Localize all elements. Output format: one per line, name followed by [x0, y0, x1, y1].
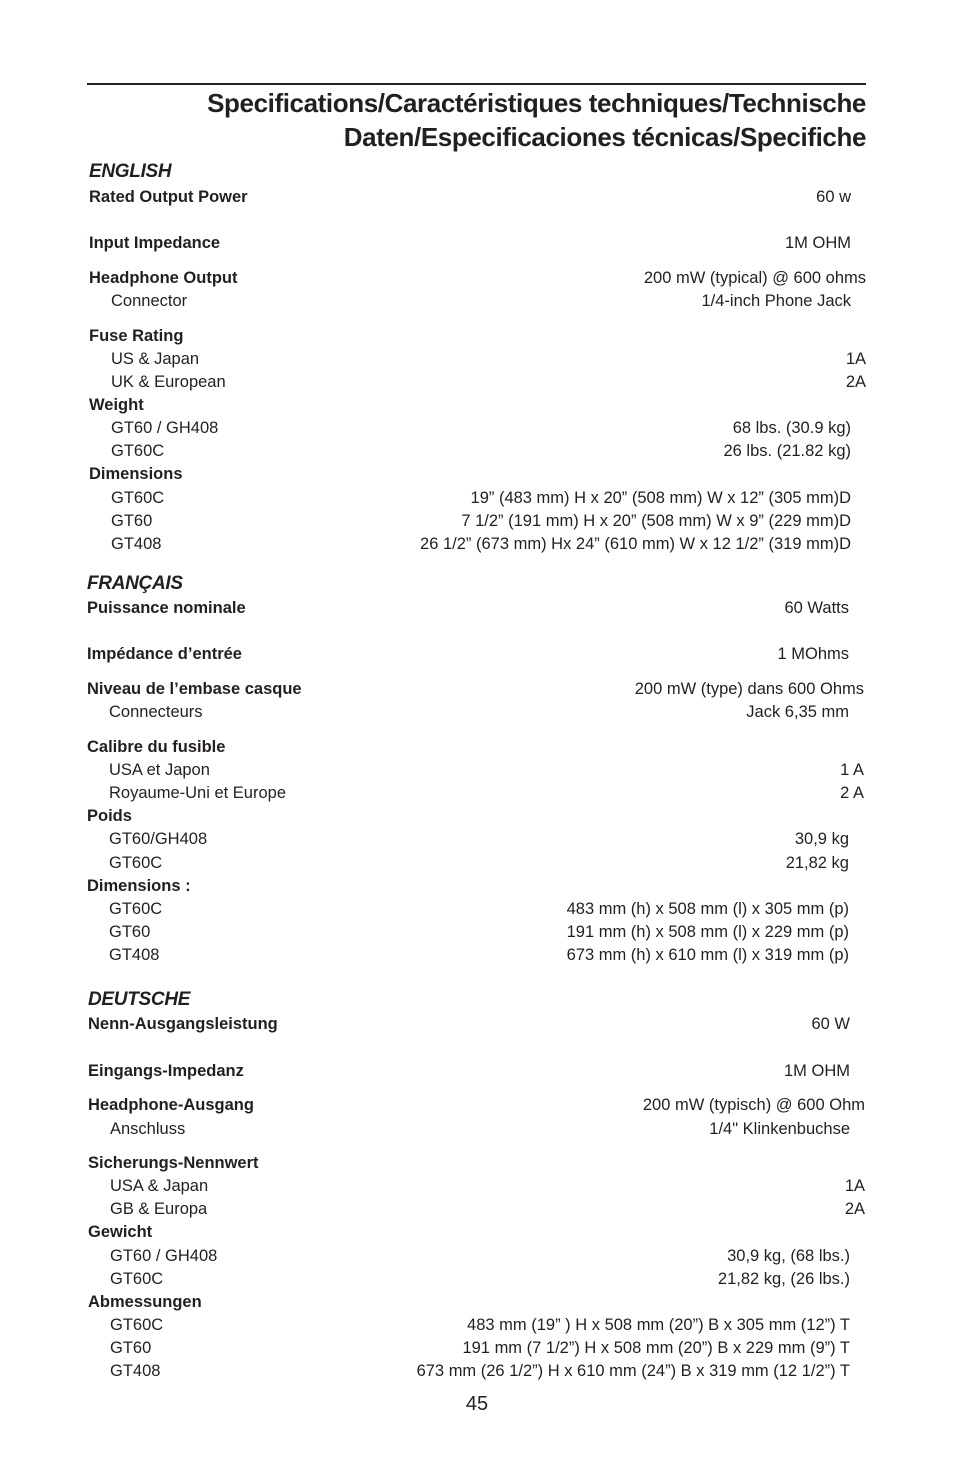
title-line-2: Daten/Especificaciones técnicas/Specifiche [343, 122, 866, 152]
en-rated-output-power-value: 60 w [816, 188, 851, 206]
de-weight-gt60-label: GT60 / GH408 [110, 1247, 218, 1265]
fr-fuse-uk-value: 2 A [840, 784, 864, 802]
en-weight-label: Weight [89, 396, 144, 414]
en-headphone-output-value: 200 mW (typical) @ 600 ohms [643, 269, 866, 287]
en-weight-gt60-value: 68 lbs. (30.9 kg) [732, 419, 851, 437]
fr-rated-output-power-value: 60 Watts [784, 599, 849, 617]
top-rule [87, 83, 866, 85]
fr-dim-gt408-label: GT408 [109, 946, 160, 964]
de-fuse-uk-label: GB & Europa [110, 1200, 208, 1218]
fr-weight-label: Poids [87, 807, 132, 825]
fr-input-impedance-value: 1 MOhms [777, 645, 849, 663]
de-connector-value: 1/4" Klinkenbuchse [709, 1120, 850, 1138]
en-fuse-us-label: US & Japan [111, 350, 200, 368]
de-rated-output-power-value: 60 W [811, 1015, 850, 1033]
de-dim-gt408-value: 673 mm (26 1/2”) H x 610 mm (24”) B x 319 mm (12 1/2”) T [416, 1362, 850, 1380]
en-dim-gt408-value: 26 1/2” (673 mm) Hx 24” (610 mm) W x 12 1/2” (319 mm)D [420, 535, 851, 553]
fr-fuse-us-value: 1 A [840, 761, 864, 779]
de-weight-gt60c-label: GT60C [110, 1270, 164, 1288]
de-weight-gt60-value: 30,9 kg, (68 lbs.) [727, 1247, 850, 1265]
de-connector-label: Anschluss [110, 1120, 186, 1138]
de-dim-gt60c-label: GT60C [110, 1316, 164, 1334]
de-headphone-output-label: Headphone-Ausgang [88, 1096, 254, 1114]
de-fuse-us-label: USA & Japan [110, 1177, 209, 1195]
de-rated-output-power-label: Nenn-Ausgangsleistung [88, 1015, 278, 1033]
en-weight-gt60c-label: GT60C [111, 442, 165, 460]
english-heading: ENGLISH [89, 161, 172, 182]
fr-rated-output-power-label: Puissance nominale [87, 599, 246, 617]
fr-dimensions-label: Dimensions : [87, 877, 191, 895]
fr-weight-gt60-label: GT60/GH408 [109, 830, 208, 848]
de-dim-gt408-label: GT408 [110, 1362, 161, 1380]
de-input-impedance-label: Eingangs-Impedanz [88, 1062, 244, 1080]
fr-weight-gt60c-label: GT60C [109, 854, 163, 872]
de-dim-gt60c-value: 483 mm (19” ) H x 508 mm (20”) B x 305 mm (12”) T [467, 1316, 850, 1334]
fr-fuse-rating-label: Calibre du fusible [87, 738, 226, 756]
en-dim-gt60c-label: GT60C [111, 489, 165, 507]
de-fuse-uk-value: 2A [844, 1200, 865, 1218]
de-headphone-output-value: 200 mW (typisch) @ 600 Ohm [642, 1096, 865, 1114]
en-fuse-us-value: 1A [845, 350, 866, 368]
de-fuse-us-value: 1A [844, 1177, 865, 1195]
title-line-1: Specifications/Caractéristiques techniques/Technische [207, 88, 866, 118]
en-weight-gt60-label: GT60 / GH408 [111, 419, 219, 437]
fr-connector-value: Jack 6,35 mm [746, 703, 849, 721]
fr-dim-gt408-value: 673 mm (h) x 610 mm (l) x 319 mm (p) [566, 946, 849, 964]
en-dim-gt60-value: 7 1/2” (191 mm) H x 20” (508 mm) W x 9” (229 mm)D [461, 512, 851, 530]
en-input-impedance-value: 1M OHM [785, 234, 851, 252]
en-connector-label: Connector [111, 292, 188, 310]
page-number: 45 [465, 1393, 489, 1415]
en-fuse-uk-value: 2A [845, 373, 866, 391]
deutsche-heading: DEUTSCHE [88, 989, 191, 1010]
en-fuse-uk-label: UK & European [111, 373, 226, 391]
en-dimensions-label: Dimensions [89, 465, 183, 483]
en-dim-gt408-label: GT408 [111, 535, 162, 553]
fr-dim-gt60-value: 191 mm (h) x 508 mm (l) x 229 mm (p) [566, 923, 849, 941]
fr-headphone-output-label: Niveau de l’embase casque [87, 680, 302, 698]
de-weight-label: Gewicht [88, 1223, 153, 1241]
francais-heading: FRANÇAIS [87, 573, 183, 594]
fr-input-impedance-label: Impédance d’entrée [87, 645, 242, 663]
fr-dim-gt60c-value: 483 mm (h) x 508 mm (l) x 305 mm (p) [566, 900, 849, 918]
en-connector-value: 1/4-inch Phone Jack [701, 292, 851, 310]
en-headphone-output-label: Headphone Output [89, 269, 238, 287]
en-weight-gt60c-value: 26 lbs. (21.82 kg) [723, 442, 851, 460]
fr-dim-gt60-label: GT60 [109, 923, 151, 941]
de-dim-gt60-label: GT60 [110, 1339, 152, 1357]
en-dim-gt60c-value: 19” (483 mm) H x 20” (508 mm) W x 12” (305 mm)D [470, 489, 851, 507]
en-input-impedance-label: Input Impedance [89, 234, 221, 252]
de-fuse-rating-label: Sicherungs-Nennwert [88, 1154, 259, 1172]
fr-weight-gt60c-value: 21,82 kg [785, 854, 849, 872]
page-title [87, 86, 866, 154]
en-dim-gt60-label: GT60 [111, 512, 153, 530]
fr-weight-gt60-value: 30,9 kg [794, 830, 849, 848]
fr-headphone-output-value: 200 mW (type) dans 600 Ohms [634, 680, 864, 698]
fr-connector-label: Connecteurs [109, 703, 203, 721]
fr-dim-gt60c-label: GT60C [109, 900, 163, 918]
de-input-impedance-value: 1M OHM [784, 1062, 850, 1080]
en-rated-output-power-label: Rated Output Power [89, 188, 248, 206]
de-dimensions-label: Abmessungen [88, 1293, 202, 1311]
fr-fuse-us-label: USA et Japon [109, 761, 210, 779]
de-weight-gt60c-value: 21,82 kg, (26 lbs.) [717, 1270, 850, 1288]
en-fuse-rating-label: Fuse Rating [89, 327, 184, 345]
de-dim-gt60-value: 191 mm (7 1/2”) H x 508 mm (20”) B x 229 mm (9”) T [462, 1339, 850, 1357]
fr-fuse-uk-label: Royaume-Uni et Europe [109, 784, 287, 802]
